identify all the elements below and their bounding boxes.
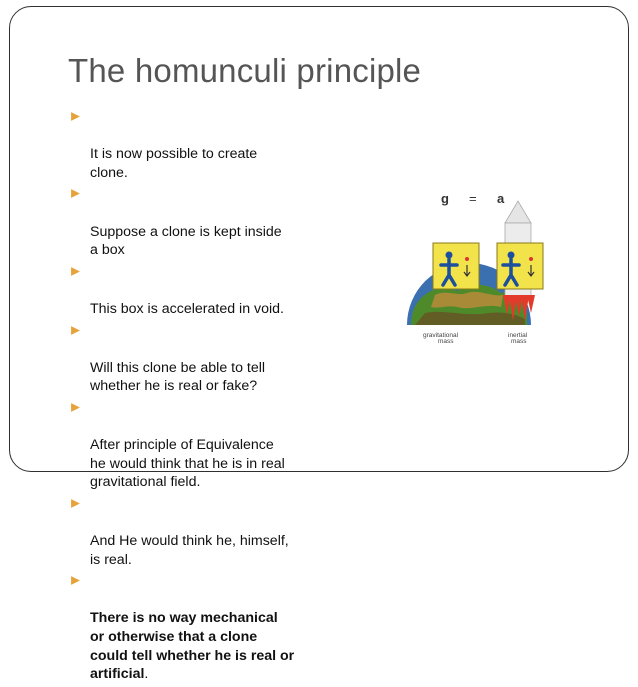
a-label: a [497, 191, 505, 206]
bullet-item [70, 185, 332, 259]
inertial-mass-caption-2: mass [511, 338, 527, 343]
bullet-item [70, 399, 332, 492]
bullet-list [70, 108, 332, 687]
bullet-text: Will this clone be able to tell whether he is real or fake? [90, 359, 266, 395]
bullet-text-tail: . [144, 666, 149, 683]
gravitational-mass-caption-1: gravitational [423, 332, 459, 339]
bullet-item [70, 495, 332, 569]
bullet-icon [70, 575, 81, 586]
slide-title: The homunculi principle [68, 52, 422, 89]
bullet-text: And He would think he, himself, is real. [90, 533, 289, 568]
bullet-icon [70, 188, 81, 199]
bullet-icon [70, 111, 81, 122]
bullet-text: It is now possible to create clone. [90, 146, 258, 181]
bullet-icon [70, 402, 81, 413]
bullet-item [70, 322, 332, 396]
gravity-box [433, 243, 479, 289]
bullet-icon [70, 266, 81, 277]
bullet-text: Suppose a clone is kept inside a box [90, 223, 282, 259]
bullet-icon [70, 325, 81, 336]
bullet-item [70, 572, 332, 684]
gravitational-mass-caption-2: mass [438, 338, 454, 343]
equals-label: = [469, 191, 477, 206]
bullet-text: After principle of Equivalence he would think that he is in real gravitational field. [90, 437, 285, 491]
g-label: g [441, 191, 449, 206]
bullet-item [70, 263, 332, 319]
inertial-mass-caption-1: inertial [508, 332, 528, 339]
equivalence-figure [405, 183, 575, 343]
bullet-text-bold: There is no way mechanical or otherwise that a clone could tell whether he is real or artificial [90, 610, 295, 683]
bullet-icon [70, 498, 81, 509]
bullet-item [70, 108, 332, 182]
bullet-text: This box is accelerated in void. [90, 300, 284, 317]
